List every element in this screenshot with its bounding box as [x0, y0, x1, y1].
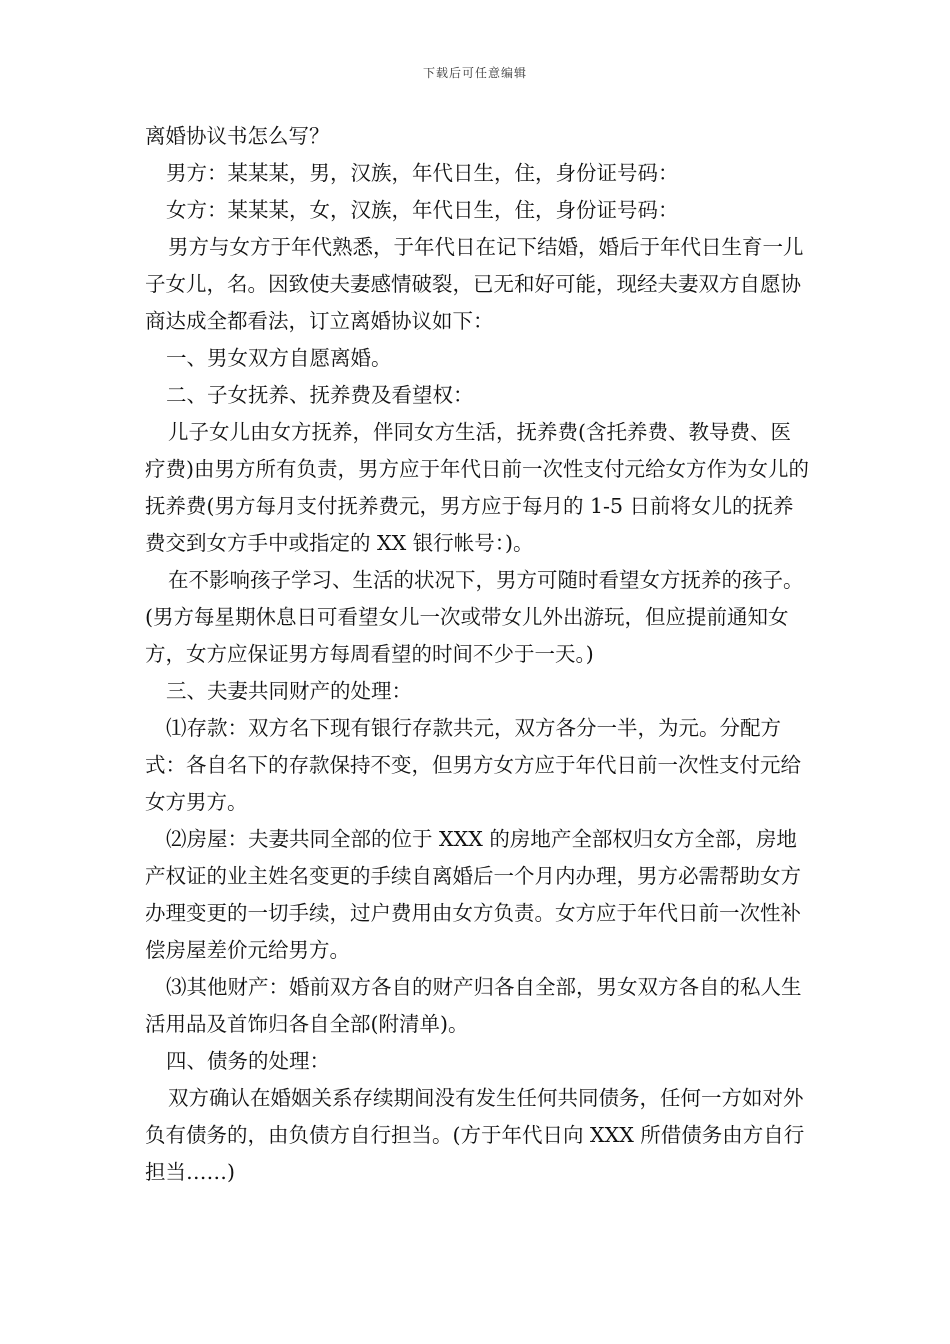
- paragraph-clause-2-heading: 二、子女抚养、抚养费及看望权：: [166, 383, 474, 407]
- paragraph-man-info: 男方：某某某，男，汉族，年代日生，住，身份证号码：: [166, 161, 679, 185]
- paragraph-other-property: ⑶其他财产：婚前双方各自的财产归各自全部，男女双方各自的私人生活用品及首饰归各自全部(附清单)。: [145, 975, 802, 1036]
- page-header: 下载后可任意编辑: [422, 66, 527, 80]
- document-body: [145, 118, 810, 1191]
- paragraph-clause-3-heading: 三、夫妻共同财产的处理：: [166, 679, 412, 703]
- paragraph-child-support: 儿子女儿由女方抚养，伴同女方生活，抚养费(含托养费、教导费、医疗费)由男方所有负责，男方应于年代日前一次性支付元给女方作为女儿的抚养费(男方每月支付抚养费元，男方应于每月的 1-5 日前将女儿的抚养费交到女方手中或指定的 XX 银行帐号：)。: [145, 420, 809, 555]
- paragraph-debts: 双方确认在婚姻关系存续期间没有发生任何共同债务，任何一方如对外负有债务的，由负债方自行担当。(方于年代日向 XXX 所借债务由方自行担当……): [145, 1086, 805, 1184]
- paragraph-clause-4-heading: 四、债务的处理：: [166, 1049, 330, 1073]
- paragraph-background: 男方与女方于年代熟悉，于年代日在记下结婚，婚后于年代日生育一儿子女儿，名。因致使夫妻感情破裂，已无和好可能，现经夫妻双方自愿协商达成全都看法，订立离婚协议如下：: [145, 235, 804, 333]
- paragraph-house: ⑵房屋：夫妻共同全部的位于 XXX 的房地产全部权归女方全部，房地产权证的业主姓名变更的手续自离婚后一个月内办理，男方必需帮助女方办理变更的一切手续，过户费用由女方负责。女方应于年代日前一次性补偿房屋差价元给男方。: [145, 827, 801, 962]
- document-title: 离婚协议书怎么写？: [145, 124, 330, 148]
- paragraph-woman-info: 女方：某某某，女，汉族，年代日生，住，身份证号码：: [166, 198, 679, 222]
- paragraph-clause-1: 一、男女双方自愿离婚。: [166, 346, 392, 370]
- paragraph-savings: ⑴存款：双方名下现有银行存款共元，双方各分一半，为元。分配方式：各自名下的存款保持不变，但男方女方应于年代日前一次性支付元给女方男方。: [145, 716, 801, 814]
- paragraph-visitation: 在不影响孩子学习、生活的状况下，男方可随时看望女方抚养的孩子。(男方每星期休息日可看望女儿一次或带女儿外出游玩，但应提前通知女方，女方应保证男方每周看望的时间不少于一天。): [145, 568, 804, 666]
